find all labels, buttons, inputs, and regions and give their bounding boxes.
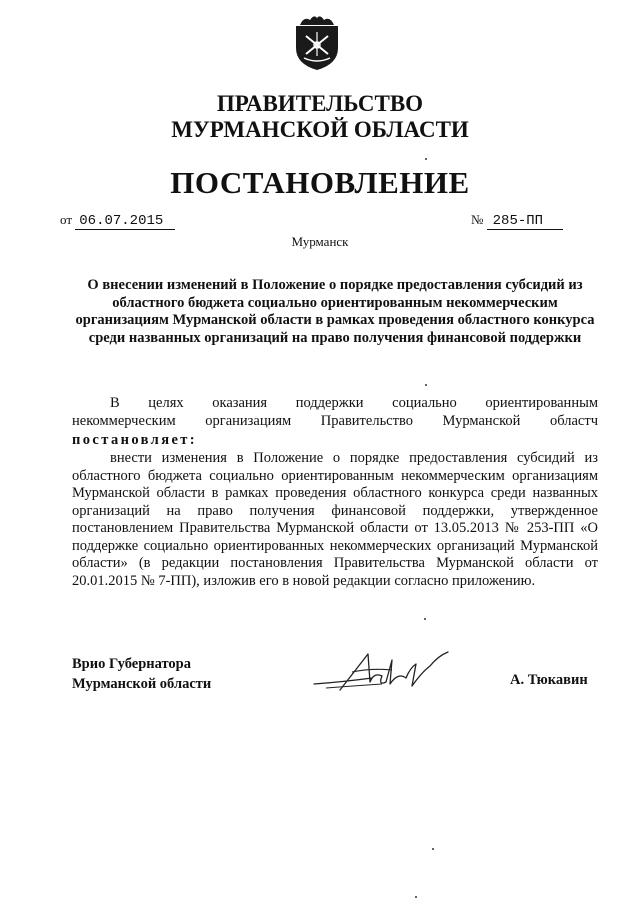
document-type-heading: ПОСТАНОВЛЕНИЕ xyxy=(170,165,470,200)
scan-speck xyxy=(415,896,417,898)
preamble-line2: некоммерческим организациям Правительство Мурманской областч xyxy=(72,413,598,429)
org-name-line2: МУРМАНСКОЙ ОБЛАСТИ xyxy=(171,117,469,142)
signer-name: А. Тюкавин xyxy=(510,672,588,688)
document-date: 06.07.2015 xyxy=(75,213,175,230)
handwritten-signature-icon xyxy=(312,642,452,700)
date-field xyxy=(60,212,175,229)
signatory-position xyxy=(72,654,211,694)
decree-word: постановляет: xyxy=(72,432,198,448)
document-number: 285-ПП xyxy=(487,213,563,230)
date-prefix: от xyxy=(60,212,73,227)
scan-speck xyxy=(425,384,427,386)
scan-speck xyxy=(425,158,427,160)
preamble-text-1: В целях оказания поддержки социально ориентированным xyxy=(110,395,598,411)
city-label: Мурманск xyxy=(291,234,349,249)
document-title: О внесении изменений в Положение о порядке предоставления субсидий из областного бюджета социально ориентированным некоммерческим организациям Мурманской области в рамках проведения областного конкурса среди названных организаций на право получения финансовой поддержки xyxy=(75,277,595,346)
resolution-item xyxy=(72,450,598,590)
org-name-line1: ПРАВИТЕЛЬСТВО xyxy=(216,91,424,116)
number-prefix: № xyxy=(471,212,484,227)
position-line2: Мурманской области xyxy=(72,676,212,692)
resolution-text: внести изменения в Положение о порядке предоставления субсидий из областного бюджета социально ориентированным некоммерческим организациям Мурманской области в рамках проведения областного конкурса среди названных организаций на право получения финансовой поддержки, утвержденное постановлением Правительства Мурманской области от 13.05.2013 № 253-ПП «О поддержке социально ориентированных некоммерческих организаций Мурманской области» (в редакции постановления Правительства Мурманской области от 20.01.2015 № 7-ПП), изложив его в новой редакции согласно приложению. xyxy=(72,450,598,589)
number-field xyxy=(471,212,563,229)
scan-speck xyxy=(424,618,426,620)
position-line1: Врио Губернатора xyxy=(72,656,191,672)
preamble-line1 xyxy=(72,395,598,413)
coat-of-arms-icon xyxy=(292,14,342,72)
scan-speck xyxy=(432,848,434,850)
